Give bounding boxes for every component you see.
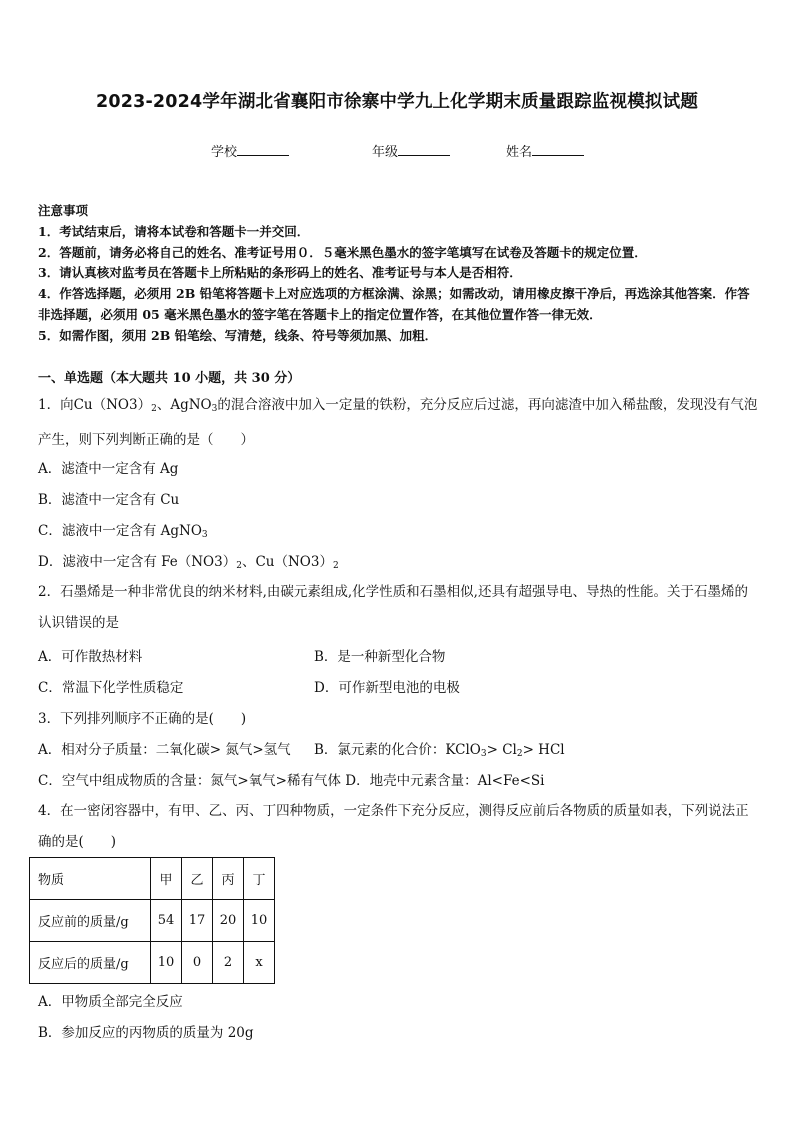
table-row: [30, 900, 275, 942]
question-1-option-a: A．滤渣中一定含有 Ag: [38, 461, 179, 477]
question-4-option-a: A．甲物质全部完全反应: [38, 994, 183, 1010]
section-heading: 一、单选题（本大题共 10 小题，共 30 分）: [38, 371, 301, 386]
table-cell: x: [244, 942, 275, 984]
note-item: 4．作答选择题，必须用 2B 铅笔将答题卡上对应选项的方框涂满、涂黑；如需改动，请用橡皮擦干净后，再选涂其他答案．作答非选择题，必须用 05 毫米黑色墨水的签字笔在答题卡上的指定位置作答，在其他位置作答一律无效．: [38, 286, 750, 322]
table-header-cell: 丁: [244, 858, 275, 900]
table-header-cell: 乙: [182, 858, 213, 900]
mass-table: [29, 857, 275, 984]
table-header-cell: 丙: [213, 858, 244, 900]
question-2-stem: 2．石墨烯是一种非常优良的纳米材料,由碳元素组成,化学性质和石墨相似,还具有超强导电、导热的性能。关于石墨烯的认识错误的是: [38, 584, 748, 631]
question-1-option-d: D．滤液中一定含有 $Fe(NO3)_2$、$Cu(NO3)_2$: [38, 554, 339, 571]
table-row: [30, 942, 275, 984]
table-cell: 54: [151, 900, 182, 942]
question-3-option-b: B．氯元素的化合价：KClO$_3$> $Cl_2>$ HCl: [314, 742, 565, 759]
question-3-option-a: A．相对分子质量：二氧化碳> 氮气>氢气: [38, 742, 291, 758]
name-field: [506, 141, 584, 160]
table-cell: 反应前的质量/g: [30, 900, 151, 942]
notes-block: [38, 201, 758, 347]
school-field: [211, 141, 289, 160]
grade-label: 年级: [372, 145, 399, 160]
table-cell: 反应后的质量/g: [30, 942, 151, 984]
table-header-cell: 甲: [151, 858, 182, 900]
table-cell: 0: [182, 942, 213, 984]
question-1-option-b: B．滤渣中一定含有 Cu: [38, 492, 180, 508]
page-title: 2023-2024学年湖北省襄阳市徐寨中学九上化学期末质量跟踪监视模拟试题: [95, 92, 699, 112]
question-3-option-cd: C．空气中组成物质的含量：氮气>氧气>稀有气体 D．地壳中元素含量：Al<Fe<Si: [38, 773, 545, 789]
question-4-stem: 4．在一密闭容器中，有甲、乙、丙、丁四种物质，一定条件下充分反应，测得反应前后各物质的质量如表，下列说法正确的是( ): [38, 803, 749, 850]
question-4-option-b: B．参加反应的丙物质的质量为 20g: [38, 1025, 254, 1041]
question-2-option-c: C．常温下化学性质稳定: [38, 680, 184, 696]
question-1-option-c: C．滤液中一定含有 AgNO$_3$: [38, 523, 208, 540]
question-3-stem: 3．下列排列顺序不正确的是( ): [38, 711, 247, 727]
school-blank: [237, 143, 289, 156]
question-1-stem: 1．向$Cu(NO3)_2$、AgNO$_3$的混合溶液中加入一定量的铁粉，充分反应后过滤，再向滤渣中加入稀盐酸，发现没有气泡产生，则下列判断正确的是（ ）: [38, 397, 758, 448]
question-2-option-d: D．可作新型电池的电极: [314, 680, 460, 696]
note-item: 1．考试结束后，请将本试卷和答题卡一并交回．: [38, 223, 310, 239]
name-blank: [532, 143, 584, 156]
table-cell: 20: [213, 900, 244, 942]
grade-blank: [398, 143, 450, 156]
note-item: 3．请认真核对监考员在答题卡上所粘贴的条形码上的姓名、准考证号与本人是否相符．: [38, 265, 522, 281]
note-item: 2．答题前，请务必将自己的姓名、准考证号用０．５毫米黑色墨水的签字笔填写在试卷及答题卡的规定位置．: [38, 244, 647, 260]
table-cell: 2: [213, 942, 244, 984]
notes-heading: 注意事项: [38, 203, 89, 218]
question-2-option-b: B．是一种新型化合物: [314, 649, 446, 665]
question-2-option-a: A．可作散热材料: [38, 649, 143, 665]
table-header-row: [30, 858, 275, 900]
table-cell: 17: [182, 900, 213, 942]
table-header-cell: 物质: [30, 858, 151, 900]
table-cell: 10: [151, 942, 182, 984]
note-item: 5．如需作图，须用 2B 铅笔绘、写清楚，线条、符号等须加黑、加粗．: [38, 327, 438, 343]
table-cell: 10: [244, 900, 275, 942]
school-label: 学校: [211, 145, 238, 160]
name-label: 姓名: [506, 145, 533, 160]
grade-field: [372, 141, 450, 160]
